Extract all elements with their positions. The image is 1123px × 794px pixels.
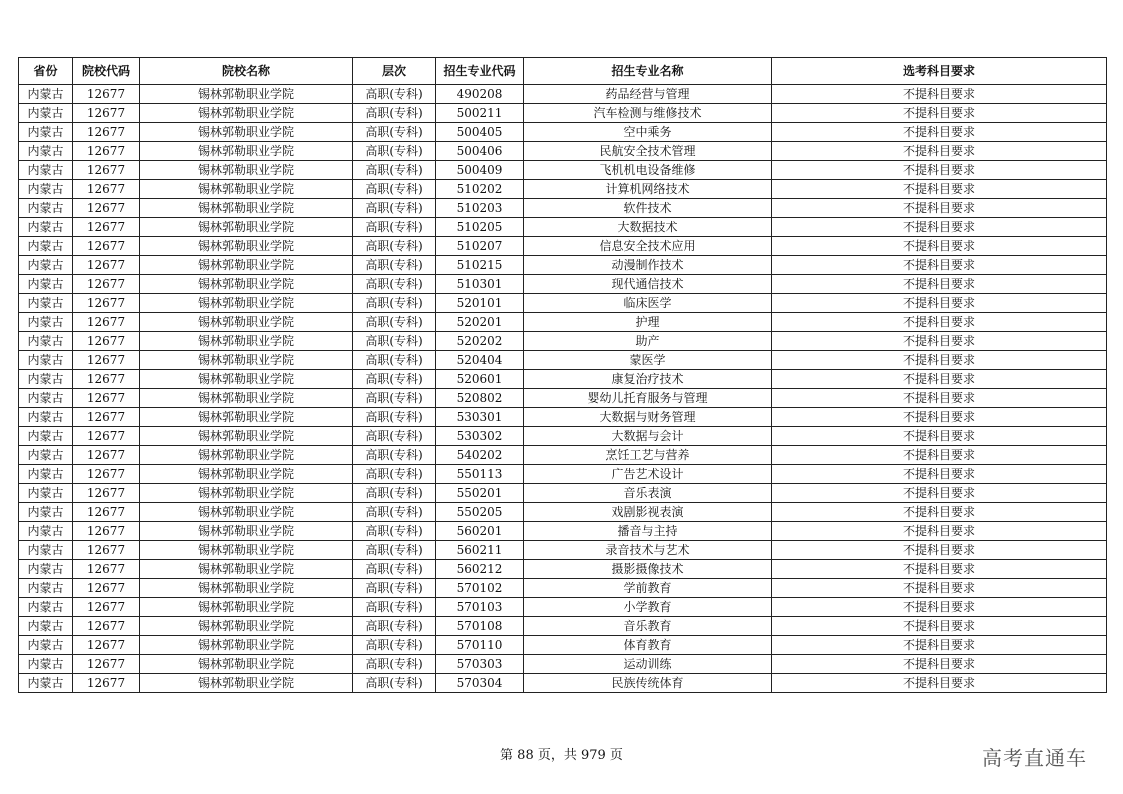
cell-province: 内蒙古 — [19, 636, 73, 655]
cell-subject-requirement: 不提科目要求 — [772, 389, 1107, 408]
cell-level: 高职(专科) — [353, 370, 436, 389]
table-row — [19, 617, 1107, 636]
cell-subject-requirement: 不提科目要求 — [772, 484, 1107, 503]
cell-subject-requirement: 不提科目要求 — [772, 161, 1107, 180]
cell-subject-requirement: 不提科目要求 — [772, 85, 1107, 104]
header-major-code: 招生专业代码 — [436, 58, 524, 85]
table-row — [19, 104, 1107, 123]
cell-province: 内蒙古 — [19, 142, 73, 161]
cell-province: 内蒙古 — [19, 161, 73, 180]
cell-province: 内蒙古 — [19, 104, 73, 123]
cell-school-code: 12677 — [73, 674, 140, 693]
cell-level: 高职(专科) — [353, 598, 436, 617]
cell-school-name: 锡林郭勒职业学院 — [140, 256, 353, 275]
cell-school-code: 12677 — [73, 541, 140, 560]
table-row — [19, 560, 1107, 579]
cell-level: 高职(专科) — [353, 123, 436, 142]
cell-province: 内蒙古 — [19, 655, 73, 674]
cell-school-code: 12677 — [73, 180, 140, 199]
cell-subject-requirement: 不提科目要求 — [772, 180, 1107, 199]
cell-subject-requirement: 不提科目要求 — [772, 237, 1107, 256]
header-major-name: 招生专业名称 — [524, 58, 772, 85]
cell-school-code: 12677 — [73, 313, 140, 332]
cell-major-name: 播音与主持 — [524, 522, 772, 541]
cell-school-name: 锡林郭勒职业学院 — [140, 408, 353, 427]
table-row — [19, 674, 1107, 693]
cell-school-name: 锡林郭勒职业学院 — [140, 237, 353, 256]
cell-school-code: 12677 — [73, 503, 140, 522]
cell-school-name: 锡林郭勒职业学院 — [140, 161, 353, 180]
cell-school-code: 12677 — [73, 161, 140, 180]
cell-major-name: 护理 — [524, 313, 772, 332]
cell-subject-requirement: 不提科目要求 — [772, 351, 1107, 370]
cell-major-code: 560211 — [436, 541, 524, 560]
cell-school-code: 12677 — [73, 617, 140, 636]
table-row — [19, 541, 1107, 560]
cell-school-name: 锡林郭勒职业学院 — [140, 541, 353, 560]
cell-school-code: 12677 — [73, 85, 140, 104]
cell-province: 内蒙古 — [19, 313, 73, 332]
cell-major-name: 药品经营与管理 — [524, 85, 772, 104]
cell-subject-requirement: 不提科目要求 — [772, 503, 1107, 522]
cell-school-code: 12677 — [73, 522, 140, 541]
cell-school-code: 12677 — [73, 199, 140, 218]
table-row — [19, 351, 1107, 370]
table-row — [19, 446, 1107, 465]
cell-level: 高职(专科) — [353, 351, 436, 370]
cell-province: 内蒙古 — [19, 503, 73, 522]
cell-school-name: 锡林郭勒职业学院 — [140, 351, 353, 370]
cell-level: 高职(专科) — [353, 503, 436, 522]
cell-major-code: 500211 — [436, 104, 524, 123]
cell-province: 内蒙古 — [19, 446, 73, 465]
cell-subject-requirement: 不提科目要求 — [772, 560, 1107, 579]
cell-school-name: 锡林郭勒职业学院 — [140, 123, 353, 142]
cell-province: 内蒙古 — [19, 256, 73, 275]
watermark-logo-text: 高考直通车 — [982, 746, 1087, 770]
table-row — [19, 503, 1107, 522]
cell-major-code: 500406 — [436, 142, 524, 161]
cell-school-code: 12677 — [73, 484, 140, 503]
cell-school-name: 锡林郭勒职业学院 — [140, 180, 353, 199]
table-row — [19, 579, 1107, 598]
cell-province: 内蒙古 — [19, 617, 73, 636]
cell-school-code: 12677 — [73, 256, 140, 275]
cell-province: 内蒙古 — [19, 408, 73, 427]
cell-school-code: 12677 — [73, 579, 140, 598]
cell-school-code: 12677 — [73, 446, 140, 465]
cell-level: 高职(专科) — [353, 655, 436, 674]
cell-province: 内蒙古 — [19, 237, 73, 256]
cell-school-code: 12677 — [73, 294, 140, 313]
cell-major-name: 学前教育 — [524, 579, 772, 598]
cell-school-name: 锡林郭勒职业学院 — [140, 598, 353, 617]
cell-subject-requirement: 不提科目要求 — [772, 332, 1107, 351]
table-row — [19, 465, 1107, 484]
cell-province: 内蒙古 — [19, 85, 73, 104]
cell-level: 高职(专科) — [353, 617, 436, 636]
cell-major-name: 空中乘务 — [524, 123, 772, 142]
table-row — [19, 636, 1107, 655]
cell-subject-requirement: 不提科目要求 — [772, 123, 1107, 142]
cell-school-name: 锡林郭勒职业学院 — [140, 370, 353, 389]
table-row — [19, 275, 1107, 294]
cell-school-name: 锡林郭勒职业学院 — [140, 446, 353, 465]
header-province: 省份 — [19, 58, 73, 85]
table-row — [19, 313, 1107, 332]
cell-province: 内蒙古 — [19, 199, 73, 218]
cell-school-name: 锡林郭勒职业学院 — [140, 465, 353, 484]
cell-major-name: 动漫制作技术 — [524, 256, 772, 275]
cell-province: 内蒙古 — [19, 218, 73, 237]
cell-major-name: 摄影摄像技术 — [524, 560, 772, 579]
cell-major-code: 570103 — [436, 598, 524, 617]
cell-major-code: 550201 — [436, 484, 524, 503]
cell-subject-requirement: 不提科目要求 — [772, 674, 1107, 693]
cell-level: 高职(专科) — [353, 389, 436, 408]
cell-major-code: 570303 — [436, 655, 524, 674]
table-row — [19, 180, 1107, 199]
table-row — [19, 199, 1107, 218]
cell-major-code: 510202 — [436, 180, 524, 199]
header-school-code: 院校代码 — [73, 58, 140, 85]
cell-major-code: 520101 — [436, 294, 524, 313]
cell-level: 高职(专科) — [353, 636, 436, 655]
table-row — [19, 389, 1107, 408]
cell-level: 高职(专科) — [353, 560, 436, 579]
table-row — [19, 370, 1107, 389]
admission-table — [18, 57, 1107, 693]
cell-level: 高职(专科) — [353, 199, 436, 218]
cell-school-code: 12677 — [73, 370, 140, 389]
cell-subject-requirement: 不提科目要求 — [772, 199, 1107, 218]
cell-province: 内蒙古 — [19, 275, 73, 294]
table-row — [19, 294, 1107, 313]
cell-level: 高职(专科) — [353, 522, 436, 541]
table-row — [19, 218, 1107, 237]
cell-school-code: 12677 — [73, 237, 140, 256]
cell-school-code: 12677 — [73, 275, 140, 294]
cell-school-name: 锡林郭勒职业学院 — [140, 389, 353, 408]
cell-major-code: 550205 — [436, 503, 524, 522]
table-row — [19, 142, 1107, 161]
cell-major-code: 510207 — [436, 237, 524, 256]
cell-province: 内蒙古 — [19, 294, 73, 313]
cell-school-code: 12677 — [73, 218, 140, 237]
cell-school-name: 锡林郭勒职业学院 — [140, 674, 353, 693]
cell-subject-requirement: 不提科目要求 — [772, 275, 1107, 294]
cell-major-name: 计算机网络技术 — [524, 180, 772, 199]
cell-level: 高职(专科) — [353, 446, 436, 465]
cell-major-name: 康复治疗技术 — [524, 370, 772, 389]
cell-major-name: 音乐教育 — [524, 617, 772, 636]
cell-school-code: 12677 — [73, 560, 140, 579]
cell-school-name: 锡林郭勒职业学院 — [140, 199, 353, 218]
cell-subject-requirement: 不提科目要求 — [772, 598, 1107, 617]
cell-major-name: 烹饪工艺与营养 — [524, 446, 772, 465]
cell-level: 高职(专科) — [353, 180, 436, 199]
cell-major-name: 婴幼儿托育服务与管理 — [524, 389, 772, 408]
cell-level: 高职(专科) — [353, 275, 436, 294]
cell-school-name: 锡林郭勒职业学院 — [140, 218, 353, 237]
table-row — [19, 522, 1107, 541]
cell-major-code: 490208 — [436, 85, 524, 104]
cell-level: 高职(专科) — [353, 408, 436, 427]
cell-subject-requirement: 不提科目要求 — [772, 218, 1107, 237]
cell-province: 内蒙古 — [19, 180, 73, 199]
cell-school-code: 12677 — [73, 351, 140, 370]
cell-major-name: 汽车检测与维修技术 — [524, 104, 772, 123]
cell-major-code: 570108 — [436, 617, 524, 636]
cell-major-name: 小学教育 — [524, 598, 772, 617]
cell-major-name: 软件技术 — [524, 199, 772, 218]
table-row — [19, 161, 1107, 180]
cell-level: 高职(专科) — [353, 142, 436, 161]
cell-major-code: 510203 — [436, 199, 524, 218]
cell-level: 高职(专科) — [353, 85, 436, 104]
cell-major-code: 520601 — [436, 370, 524, 389]
cell-province: 内蒙古 — [19, 389, 73, 408]
cell-school-code: 12677 — [73, 636, 140, 655]
cell-major-code: 550113 — [436, 465, 524, 484]
cell-subject-requirement: 不提科目要求 — [772, 408, 1107, 427]
cell-major-code: 510215 — [436, 256, 524, 275]
cell-subject-requirement: 不提科目要求 — [772, 522, 1107, 541]
cell-level: 高职(专科) — [353, 256, 436, 275]
cell-school-name: 锡林郭勒职业学院 — [140, 522, 353, 541]
cell-school-name: 锡林郭勒职业学院 — [140, 503, 353, 522]
cell-level: 高职(专科) — [353, 161, 436, 180]
cell-major-name: 大数据与会计 — [524, 427, 772, 446]
cell-major-code: 520802 — [436, 389, 524, 408]
cell-major-code: 570304 — [436, 674, 524, 693]
cell-level: 高职(专科) — [353, 104, 436, 123]
cell-province: 内蒙古 — [19, 465, 73, 484]
cell-level: 高职(专科) — [353, 218, 436, 237]
cell-major-code: 520404 — [436, 351, 524, 370]
cell-province: 内蒙古 — [19, 123, 73, 142]
cell-level: 高职(专科) — [353, 674, 436, 693]
cell-major-code: 500409 — [436, 161, 524, 180]
cell-subject-requirement: 不提科目要求 — [772, 427, 1107, 446]
cell-major-name: 助产 — [524, 332, 772, 351]
cell-major-name: 现代通信技术 — [524, 275, 772, 294]
cell-subject-requirement: 不提科目要求 — [772, 256, 1107, 275]
cell-subject-requirement: 不提科目要求 — [772, 294, 1107, 313]
cell-major-code: 570110 — [436, 636, 524, 655]
cell-major-code: 560201 — [436, 522, 524, 541]
cell-major-name: 体育教育 — [524, 636, 772, 655]
cell-major-code: 510205 — [436, 218, 524, 237]
page-number: 第 88 页，共 979 页 — [500, 748, 623, 763]
table-row — [19, 237, 1107, 256]
cell-major-name: 蒙医学 — [524, 351, 772, 370]
cell-school-name: 锡林郭勒职业学院 — [140, 579, 353, 598]
cell-level: 高职(专科) — [353, 579, 436, 598]
cell-school-name: 锡林郭勒职业学院 — [140, 142, 353, 161]
table-header-row — [19, 58, 1107, 85]
header-subject-requirement: 选考科目要求 — [772, 58, 1107, 85]
table-row — [19, 655, 1107, 674]
cell-major-name: 大数据技术 — [524, 218, 772, 237]
table-row — [19, 427, 1107, 446]
cell-major-name: 民族传统体育 — [524, 674, 772, 693]
header-school-name: 院校名称 — [140, 58, 353, 85]
cell-major-name: 音乐表演 — [524, 484, 772, 503]
cell-major-code: 510301 — [436, 275, 524, 294]
cell-major-name: 运动训练 — [524, 655, 772, 674]
cell-school-name: 锡林郭勒职业学院 — [140, 104, 353, 123]
cell-school-code: 12677 — [73, 123, 140, 142]
cell-subject-requirement: 不提科目要求 — [772, 142, 1107, 161]
header-level: 层次 — [353, 58, 436, 85]
cell-subject-requirement: 不提科目要求 — [772, 579, 1107, 598]
cell-major-code: 540202 — [436, 446, 524, 465]
cell-school-name: 锡林郭勒职业学院 — [140, 275, 353, 294]
cell-province: 内蒙古 — [19, 522, 73, 541]
table-row — [19, 408, 1107, 427]
cell-major-name: 民航安全技术管理 — [524, 142, 772, 161]
cell-school-name: 锡林郭勒职业学院 — [140, 484, 353, 503]
cell-level: 高职(专科) — [353, 541, 436, 560]
cell-province: 内蒙古 — [19, 598, 73, 617]
table-row — [19, 598, 1107, 617]
cell-school-code: 12677 — [73, 427, 140, 446]
cell-school-code: 12677 — [73, 142, 140, 161]
cell-province: 内蒙古 — [19, 484, 73, 503]
cell-subject-requirement: 不提科目要求 — [772, 617, 1107, 636]
cell-major-code: 530301 — [436, 408, 524, 427]
cell-province: 内蒙古 — [19, 427, 73, 446]
cell-school-name: 锡林郭勒职业学院 — [140, 294, 353, 313]
cell-school-name: 锡林郭勒职业学院 — [140, 332, 353, 351]
cell-school-code: 12677 — [73, 104, 140, 123]
cell-level: 高职(专科) — [353, 465, 436, 484]
cell-major-name: 临床医学 — [524, 294, 772, 313]
cell-school-code: 12677 — [73, 332, 140, 351]
cell-school-code: 12677 — [73, 465, 140, 484]
cell-province: 内蒙古 — [19, 351, 73, 370]
cell-major-code: 520201 — [436, 313, 524, 332]
cell-province: 内蒙古 — [19, 579, 73, 598]
cell-level: 高职(专科) — [353, 484, 436, 503]
cell-school-name: 锡林郭勒职业学院 — [140, 636, 353, 655]
cell-school-code: 12677 — [73, 598, 140, 617]
cell-school-name: 锡林郭勒职业学院 — [140, 427, 353, 446]
cell-school-name: 锡林郭勒职业学院 — [140, 313, 353, 332]
cell-major-name: 信息安全技术应用 — [524, 237, 772, 256]
cell-subject-requirement: 不提科目要求 — [772, 655, 1107, 674]
cell-school-code: 12677 — [73, 408, 140, 427]
cell-major-name: 戏剧影视表演 — [524, 503, 772, 522]
cell-school-name: 锡林郭勒职业学院 — [140, 655, 353, 674]
cell-major-code: 530302 — [436, 427, 524, 446]
cell-subject-requirement: 不提科目要求 — [772, 104, 1107, 123]
cell-subject-requirement: 不提科目要求 — [772, 370, 1107, 389]
table-row — [19, 123, 1107, 142]
table-row — [19, 256, 1107, 275]
table-row — [19, 85, 1107, 104]
cell-province: 内蒙古 — [19, 370, 73, 389]
cell-province: 内蒙古 — [19, 332, 73, 351]
cell-province: 内蒙古 — [19, 541, 73, 560]
cell-major-code: 570102 — [436, 579, 524, 598]
cell-level: 高职(专科) — [353, 294, 436, 313]
table-row — [19, 332, 1107, 351]
cell-school-name: 锡林郭勒职业学院 — [140, 85, 353, 104]
cell-level: 高职(专科) — [353, 332, 436, 351]
cell-school-name: 锡林郭勒职业学院 — [140, 560, 353, 579]
cell-school-code: 12677 — [73, 389, 140, 408]
cell-province: 内蒙古 — [19, 674, 73, 693]
cell-major-code: 520202 — [436, 332, 524, 351]
cell-school-code: 12677 — [73, 655, 140, 674]
cell-major-name: 大数据与财务管理 — [524, 408, 772, 427]
cell-major-name: 广告艺术设计 — [524, 465, 772, 484]
cell-school-name: 锡林郭勒职业学院 — [140, 617, 353, 636]
cell-level: 高职(专科) — [353, 237, 436, 256]
cell-major-code: 500405 — [436, 123, 524, 142]
table-row — [19, 484, 1107, 503]
cell-level: 高职(专科) — [353, 313, 436, 332]
cell-major-name: 飞机机电设备维修 — [524, 161, 772, 180]
cell-subject-requirement: 不提科目要求 — [772, 636, 1107, 655]
cell-major-code: 560212 — [436, 560, 524, 579]
cell-subject-requirement: 不提科目要求 — [772, 446, 1107, 465]
cell-subject-requirement: 不提科目要求 — [772, 465, 1107, 484]
cell-province: 内蒙古 — [19, 560, 73, 579]
table-body — [19, 85, 1107, 693]
cell-subject-requirement: 不提科目要求 — [772, 541, 1107, 560]
cell-major-name: 录音技术与艺术 — [524, 541, 772, 560]
cell-level: 高职(专科) — [353, 427, 436, 446]
cell-subject-requirement: 不提科目要求 — [772, 313, 1107, 332]
